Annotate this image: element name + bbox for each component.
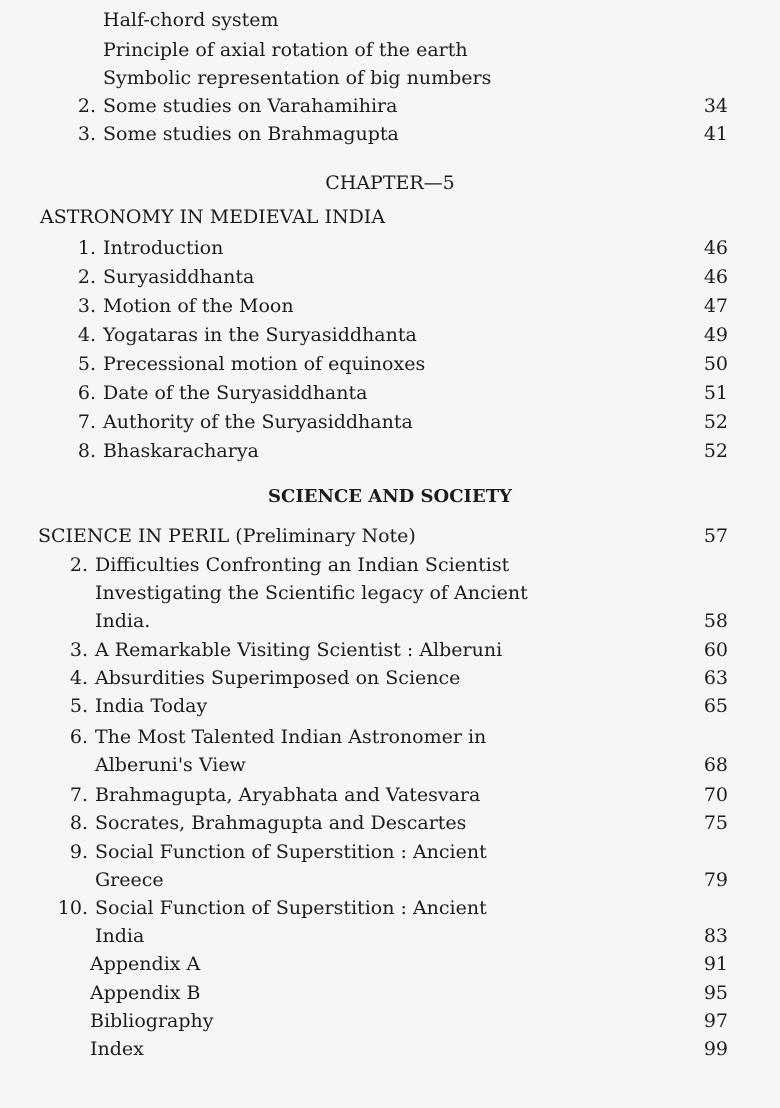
entry-title: Principle of axial rotation of the earth <box>103 39 468 61</box>
entry-title: Suryasiddhanta <box>103 266 255 288</box>
toc-entry <box>0 551 780 579</box>
toc-entry <box>0 437 780 465</box>
entry-number: 10. <box>57 897 88 919</box>
entry-title: Index <box>90 1038 144 1060</box>
page-number: 34 <box>703 95 728 117</box>
toc-entry <box>0 321 780 349</box>
entry-title: India Today <box>95 695 208 717</box>
toc-entry <box>0 692 780 720</box>
toc-entry <box>0 522 780 550</box>
toc-entry <box>0 607 780 635</box>
entry-title: Introduction <box>103 237 224 259</box>
entry-number: 5. <box>77 353 96 375</box>
page-number: 50 <box>703 353 728 375</box>
page-number: 57 <box>703 525 728 547</box>
chapter-label: CHAPTER—5 <box>325 172 455 194</box>
entry-title: Some studies on Varahamihira <box>103 95 398 117</box>
entry-title: Bhaskaracharya <box>103 440 259 462</box>
page-number: 63 <box>703 667 728 689</box>
entry-title: India. <box>95 610 151 632</box>
toc-entry <box>0 1007 780 1035</box>
entry-title: Absurdities Superimposed on Science <box>95 667 461 689</box>
page-number: 47 <box>703 295 728 317</box>
entry-number: 3. <box>77 295 96 317</box>
entry-number: 4. <box>77 324 96 346</box>
entry-title: Symbolic representation of big numbers <box>103 67 492 89</box>
entry-title: Bibliography <box>90 1010 214 1032</box>
entry-title: Socrates, Brahmagupta and Descartes <box>95 812 467 834</box>
entry-number: 8. <box>77 440 96 462</box>
page-number: 95 <box>703 982 728 1004</box>
entry-number: 3. <box>69 639 88 661</box>
entry-number: 8. <box>69 812 88 834</box>
entry-number: 1. <box>77 237 96 259</box>
toc-entry <box>0 781 780 809</box>
page-number: 83 <box>703 925 728 947</box>
entry-number: 2. <box>77 95 96 117</box>
toc-entry <box>0 579 780 607</box>
page-number: 49 <box>703 324 728 346</box>
toc-entry <box>0 979 780 1007</box>
page-number: 70 <box>703 784 728 806</box>
page-number: 68 <box>703 754 728 776</box>
page-number: 58 <box>703 610 728 632</box>
page-number: 46 <box>703 266 728 288</box>
entry-number: 3. <box>77 123 96 145</box>
toc-entry <box>0 809 780 837</box>
chapter-title: ASTRONOMY IN MEDIEVAL INDIA <box>40 206 386 228</box>
page-number: 65 <box>703 695 728 717</box>
entry-title: Precessional motion of equinoxes <box>103 353 426 375</box>
page-number: 97 <box>703 1010 728 1032</box>
toc-entry <box>0 234 780 262</box>
entry-title: Investigating the Scientific legacy of Ancient <box>95 582 528 604</box>
toc-entry <box>0 408 780 436</box>
entry-number: 6. <box>69 726 88 748</box>
toc-entry <box>0 6 780 34</box>
toc-entry <box>0 950 780 978</box>
page-number: 99 <box>703 1038 728 1060</box>
entry-title: A Remarkable Visiting Scientist : Alberuni <box>95 639 503 661</box>
page-number: 46 <box>703 237 728 259</box>
toc-entry <box>0 751 780 779</box>
entry-number: 6. <box>77 382 96 404</box>
entry-title: Difficulties Confronting an Indian Scientist <box>95 554 510 576</box>
entry-number: 2. <box>77 266 96 288</box>
toc-entry <box>0 263 780 291</box>
entry-title: Half-chord system <box>103 9 279 31</box>
toc-entry <box>0 64 780 92</box>
page-number: 51 <box>703 382 728 404</box>
entry-title: SCIENCE IN PERIL (Preliminary Note) <box>38 525 416 547</box>
entry-title: Date of the Suryasiddhanta <box>103 382 368 404</box>
entry-number: 4. <box>69 667 88 689</box>
entry-title: Brahmagupta, Aryabhata and Vatesvara <box>95 784 481 806</box>
entry-title: India <box>95 925 145 947</box>
entry-title: Appendix A <box>90 953 201 975</box>
toc-entry <box>0 379 780 407</box>
entry-title: Social Function of Superstition : Ancient <box>95 841 487 863</box>
toc-entry <box>0 92 780 120</box>
entry-number: 9. <box>69 841 88 863</box>
page-number: 52 <box>703 411 728 433</box>
toc-entry <box>0 838 780 866</box>
toc-entry <box>0 350 780 378</box>
entry-title: Motion of the Moon <box>103 295 294 317</box>
toc-entry <box>0 894 780 922</box>
toc-entry <box>0 292 780 320</box>
entry-number: 7. <box>77 411 96 433</box>
page-number: 75 <box>703 812 728 834</box>
page-number: 79 <box>703 869 728 891</box>
entry-number: 5. <box>69 695 88 717</box>
toc-entry <box>0 636 780 664</box>
entry-title: Appendix B <box>90 982 201 1004</box>
page-number: 52 <box>703 440 728 462</box>
page-number: 60 <box>703 639 728 661</box>
toc-entry <box>0 664 780 692</box>
page-number: 41 <box>703 123 728 145</box>
page-number: 91 <box>703 953 728 975</box>
entry-title: Yogataras in the Suryasiddhanta <box>103 324 417 346</box>
toc-entry <box>0 866 780 894</box>
entry-title: Some studies on Brahmagupta <box>103 123 399 145</box>
entry-title: Social Function of Superstition : Ancient <box>95 897 487 919</box>
entry-title: Authority of the Suryasiddhanta <box>103 411 413 433</box>
toc-entry <box>0 36 780 64</box>
section-title: SCIENCE AND SOCIETY <box>268 486 512 507</box>
entry-number: 2. <box>69 554 88 576</box>
toc-entry <box>0 723 780 751</box>
entry-title: Alberuni's View <box>95 754 246 776</box>
toc-entry <box>0 922 780 950</box>
entry-title: The Most Talented Indian Astronomer in <box>95 726 487 748</box>
entry-number: 7. <box>69 784 88 806</box>
toc-entry <box>0 1035 780 1063</box>
entry-title: Greece <box>95 869 164 891</box>
toc-entry <box>0 120 780 148</box>
